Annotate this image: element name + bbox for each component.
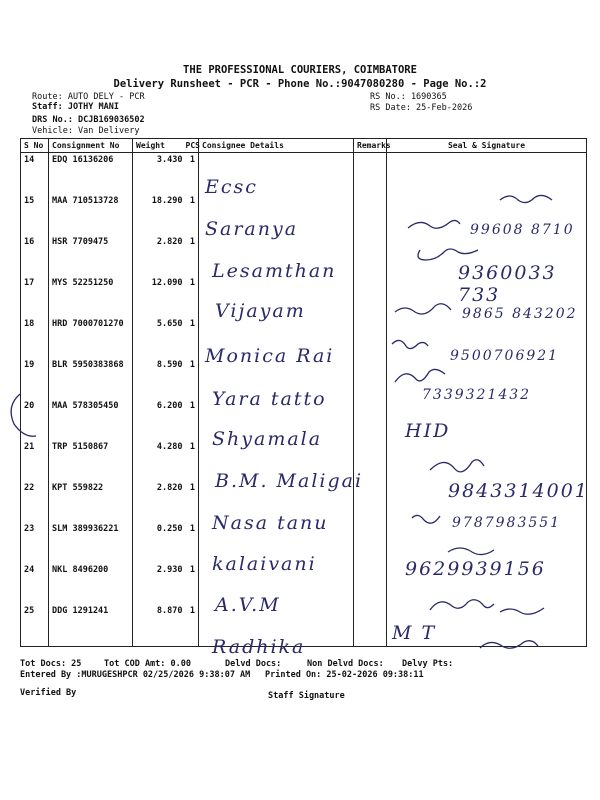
delivery-points: Delvy Pts: (402, 659, 454, 669)
row-consignment: KPT 559822 (49, 481, 133, 522)
row-consignment: EDQ 16136206 (49, 153, 133, 195)
handwritten-signature: HID (405, 420, 451, 442)
row-consignment: HSR 7709475 (49, 235, 133, 276)
vehicle-label: Vehicle: Van Delivery (32, 126, 140, 136)
row-weight: 2.930 (133, 563, 186, 604)
row-weight: 3.430 (133, 153, 186, 195)
row-sno: 22 (21, 481, 49, 522)
route-label: Route: AUTO DELY - PCR (32, 92, 145, 102)
signature-scribble (395, 369, 445, 382)
handwritten-consignee: Lesamthan (212, 260, 337, 282)
col-consignment: Consignment No (49, 139, 133, 153)
col-sno: S No (21, 139, 49, 153)
row-consignment: HRD 7000701270 (49, 317, 133, 358)
row-pcs: 1 (186, 522, 199, 563)
signature-scribble (408, 220, 460, 228)
rs-number: RS No.: 1690365 (370, 92, 447, 102)
row-pcs: 1 (186, 276, 199, 317)
row-pcs: 1 (186, 358, 199, 399)
row-pcs: 1 (186, 563, 199, 604)
row-sno: 24 (21, 563, 49, 604)
handwritten-consignee: Yara tatto (212, 388, 327, 410)
signature-scribble (395, 304, 451, 314)
handwritten-signature: 9500706921 (450, 348, 560, 364)
drs-number: DRS No.: DCJB169036502 (32, 115, 145, 125)
signature-scribble (11, 394, 36, 436)
row-pcs: 1 (186, 317, 199, 358)
total-docs: Tot Docs: 25 (20, 659, 82, 669)
handwritten-consignee: Vijayam (215, 300, 306, 322)
signature-scribble (500, 608, 544, 614)
handwritten-signature: 7339321432 (422, 387, 532, 403)
row-pcs: 1 (186, 481, 199, 522)
row-weight: 8.590 (133, 358, 186, 399)
row-sno: 20 (21, 399, 49, 440)
row-pcs: 1 (186, 153, 199, 195)
row-consignment: MAA 710513728 (49, 194, 133, 235)
handwritten-signature: 9865 843202 (462, 306, 578, 322)
handwritten-consignee: A.V.M (215, 594, 281, 616)
row-consignment: BLR 5950383868 (49, 358, 133, 399)
handwritten-consignee: Nasa tanu (212, 512, 329, 534)
row-consignment: NKL 8496200 (49, 563, 133, 604)
handwritten-signature: 9787983551 (452, 515, 562, 531)
printed-on: Printed On: 25-02-2026 09:38:11 (265, 670, 424, 680)
row-weight: 12.090 (133, 276, 186, 317)
handwritten-consignee: Radhika (212, 636, 306, 658)
verified-by: Verified By (20, 688, 77, 698)
handwritten-consignee: Monica Rai (205, 345, 335, 367)
signature-scribble (480, 641, 538, 649)
row-pcs: 1 (186, 604, 199, 647)
signature-scribble (448, 548, 494, 555)
handwritten-signature: 9843314001 (448, 480, 589, 502)
handwritten-consignee: B.M. Maligai (215, 470, 364, 492)
signature-scribble (430, 600, 494, 610)
row-consignment: TRP 5150867 (49, 440, 133, 481)
company-title: THE PROFESSIONAL COURIERS, COIMBATORE (183, 64, 417, 76)
row-sno: 15 (21, 194, 49, 235)
staff-signature: Staff Signature (268, 691, 345, 701)
row-pcs: 1 (186, 440, 199, 481)
row-sno: 25 (21, 604, 49, 647)
col-weight: Weight (133, 139, 186, 153)
row-pcs: 1 (186, 194, 199, 235)
signature-scribble (418, 249, 478, 260)
non-delivered-docs: Non Delvd Docs: (307, 659, 384, 669)
handwritten-signature: 9629939156 (405, 558, 546, 580)
col-consignee: Consignee Details (199, 139, 354, 153)
row-consignment: MAA 578305450 (49, 399, 133, 440)
row-consignment: DDG 1291241 (49, 604, 133, 647)
row-weight: 2.820 (133, 481, 186, 522)
col-signature: Seal & Signature (387, 139, 587, 153)
signature-scribble (500, 195, 552, 202)
row-pcs: 1 (186, 235, 199, 276)
row-weight: 6.200 (133, 399, 186, 440)
row-pcs: 1 (186, 399, 199, 440)
row-sno: 16 (21, 235, 49, 276)
delivered-docs: Delvd Docs: (225, 659, 282, 669)
row-consignment: MYS 52251250 (49, 276, 133, 317)
total-cod-amount: Tot COD Amt: 0.00 (104, 659, 191, 669)
staff-label: Staff: JOTHY MANI (32, 102, 119, 112)
runsheet-subtitle: Delivery Runsheet - PCR - Phone No.:9047080280 - Page No.:2 (113, 78, 487, 90)
handwritten-consignee: Saranya (205, 218, 299, 240)
row-weight: 5.650 (133, 317, 186, 358)
entered-by: Entered By :MURUGESHPCR 02/25/2026 9:38:07 AM (20, 670, 251, 680)
row-weight: 2.820 (133, 235, 186, 276)
row-weight: 4.280 (133, 440, 186, 481)
row-weight: 8.870 (133, 604, 186, 647)
row-sno: 23 (21, 522, 49, 563)
handwritten-consignee: kalaivani (212, 553, 317, 575)
handwritten-consignee: Shyamala (212, 428, 323, 450)
row-weight: 18.290 (133, 194, 186, 235)
handwritten-signature: M T (392, 622, 437, 644)
row-consignment: SLM 389936221 (49, 522, 133, 563)
signature-scribble (430, 460, 484, 472)
handwritten-signature: 9360033 733 (458, 262, 557, 306)
row-sno: 17 (21, 276, 49, 317)
rs-date: RS Date: 25-Feb-2026 (370, 103, 473, 113)
col-remarks: Remarks (354, 139, 387, 153)
col-pcs: PCS (186, 139, 199, 153)
handwritten-signature: 99608 8710 (470, 222, 575, 238)
handwritten-consignee: Ecsc (205, 176, 258, 198)
row-sno: 14 (21, 153, 49, 195)
signature-scribble (412, 515, 440, 523)
row-sno: 21 (21, 440, 49, 481)
signature-scribble (392, 340, 428, 348)
row-sno: 19 (21, 358, 49, 399)
row-sno: 18 (21, 317, 49, 358)
row-weight: 0.250 (133, 522, 186, 563)
